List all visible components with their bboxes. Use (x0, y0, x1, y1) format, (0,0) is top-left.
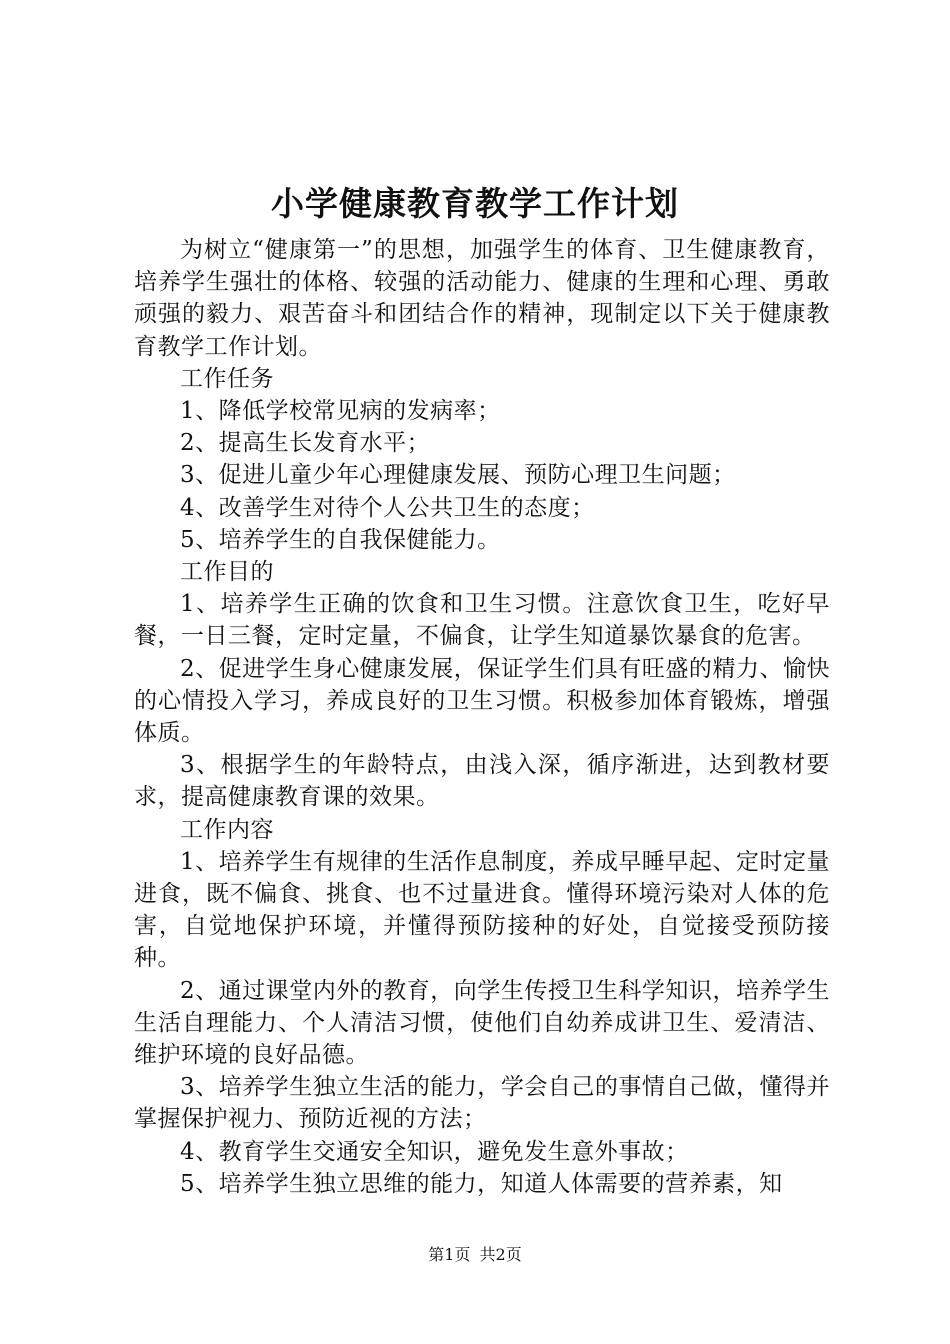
section-heading-goals: 工作目的 (180, 559, 274, 586)
content-item: 3、培养学生独立生活的能力，学会自己的事情自己做，懂得并掌握保护视力、预防近视的方法； (134, 1074, 830, 1133)
section-heading-content: 工作内容 (180, 816, 274, 843)
task-item: 4、改善学生对待个人公共卫生的态度； (180, 494, 595, 521)
section-heading-tasks: 工作任务 (180, 365, 274, 392)
content-item: 2、通过课堂内外的教育，向学生传授卫生科学知识，培养学生生活自理能力、个人清洁习惯，使他们自幼养成讲卫生、爱清洁、维护环境的良好品德。 (134, 977, 830, 1069)
goal-item: 1、培养学生正确的饮食和卫生习惯。注意饮食卫生，吃好早餐，一日三餐，定时定量，不偏食，让学生知道暴饮暴食的危害。 (134, 591, 830, 650)
document-body (134, 234, 830, 1200)
goal-item: 3、根据学生的年龄特点，由浅入深，循序渐进，达到教材要求，提高健康教育课的效果。 (134, 752, 830, 811)
goal-item: 2、促进学生身心健康发展，保证学生们具有旺盛的精力、愉快的心情投入学习，养成良好的卫生习惯。积极参加体育锻炼，增强体质。 (134, 655, 830, 747)
content-item: 1、培养学生有规律的生活作息制度，养成早睡早起、定时定量进食，既不偏食、挑食、也不过量进食。懂得环境污染对人体的危害，自觉地保护环境，并懂得预防接种的好处，自觉接受预防接种。 (134, 848, 830, 972)
page-number: 第1页 (428, 1245, 471, 1264)
content-item: 4、教育学生交通安全知识，避免发生意外事故； (180, 1138, 689, 1165)
page-footer (0, 1243, 950, 1267)
task-item: 3、促进儿童少年心理健康发展、预防心理卫生问题； (180, 462, 736, 489)
task-item: 2、提高生长发育水平； (180, 430, 431, 457)
document-title: 小学健康教育教学工作计划 (271, 184, 679, 223)
page-total: 共2页 (479, 1245, 522, 1264)
content-item: 5、培养学生独立思维的能力，知道人体需要的营养素，知 (180, 1170, 783, 1197)
intro-paragraph: 为树立“健康第一”的思想，加强学生的体育、卫生健康教育，培养学生强壮的体格、较强的活动能力、健康的生理和心理、勇敢顽强的毅力、艰苦奋斗和团结合作的精神，现制定以下关于健康教育教学工作计划。 (134, 237, 830, 360)
task-item: 5、培养学生的自我保健能力。 (180, 526, 501, 553)
task-item: 1、降低学校常见病的发病率； (180, 398, 501, 425)
